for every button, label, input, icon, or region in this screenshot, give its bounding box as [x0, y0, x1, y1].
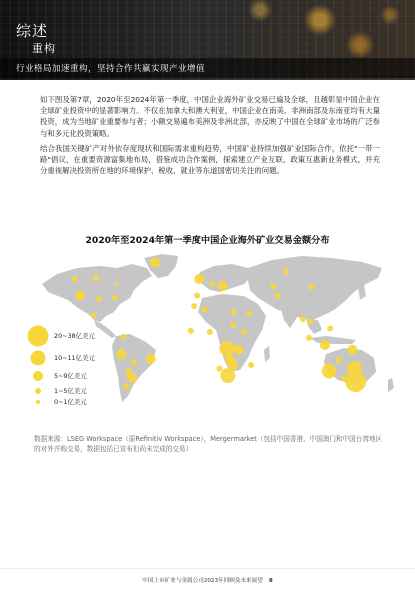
- bubble-西非: [188, 328, 194, 334]
- land-japan: [358, 284, 366, 300]
- land-india: [280, 306, 298, 328]
- bubble-老挝: [307, 318, 313, 324]
- legend-swatch-2: [33, 371, 43, 381]
- bubble-坦桑尼亚: [233, 345, 243, 355]
- bubble-中东: [246, 310, 252, 316]
- section-title: 综述: [16, 22, 49, 40]
- section-subtitle: 重构: [32, 42, 56, 55]
- land-indonesia: [310, 336, 356, 344]
- land-north-america: [42, 264, 152, 322]
- bubble-俄罗斯: [283, 269, 289, 275]
- world-map-chart: [22, 246, 402, 411]
- land-new-zealand: [388, 378, 394, 392]
- data-source-note: 数据来源：LSEG Workspace（原Refinitiv Workspace），Mergermarket（包括中国香港、中国澳门和中国台湾地区的对外并购交易，数据包括已宣布但尚未完成的交易）: [34, 435, 383, 453]
- bubble-摩洛哥: [191, 303, 197, 309]
- bubble-南非: [220, 368, 235, 383]
- legend-swatch-3: [35, 388, 41, 394]
- bubble-英国: [194, 274, 204, 284]
- bubble-加拿大中部: [93, 275, 99, 281]
- body-paragraph-1: 如下图及第7章，2020年至2024年第一季度，中国企业海外矿业交易已遍及全球，且越彰显中国企业在全球矿业投资中的显著影响力。不仅在加拿大和澳大利亚，中国企业在南美、非洲南部及东南亚均有大量投资，成为当地矿业重要参与者；小额交易遍布美洲及非洲北部，亦反映了中国在全球矿业市场的广泛参与和多元化投资策略。: [40, 95, 380, 138]
- bubble-哈萨克斯坦: [270, 283, 276, 289]
- bubble-澳大利亚东南部: [345, 371, 366, 392]
- bubble-澳大利亚西部: [322, 363, 337, 378]
- bubble-纳米比亚: [216, 366, 222, 372]
- bubble-阿尔及利亚: [202, 307, 208, 313]
- bubble-蒙古: [308, 284, 314, 290]
- bubble-刚果(金): [219, 341, 234, 356]
- bubble-格陵兰: [150, 258, 160, 268]
- bubble-智利南部: [124, 383, 130, 389]
- chart-title: 2020年至2024年第一季度中国企业海外矿业交易金额分布: [85, 235, 330, 246]
- bubble-加拿大西部: [72, 276, 78, 282]
- bubble-马达加斯加: [248, 362, 254, 368]
- legend-label-4: 0~1亿美元: [54, 398, 87, 407]
- bubble-苏丹: [230, 322, 236, 328]
- header-banner: [0, 0, 415, 80]
- legend-swatch-0: [28, 326, 49, 347]
- bubble-马来西亚: [306, 335, 312, 341]
- bubble-东欧: [218, 281, 228, 291]
- bubble-西班牙: [194, 293, 200, 299]
- bubble-玻利维亚: [131, 360, 137, 366]
- land-south-america: [112, 334, 156, 402]
- bubble-澳大利亚北部: [336, 357, 342, 363]
- bubble-埃塞俄比亚: [241, 329, 247, 335]
- legend-swatch-4: [36, 400, 40, 404]
- bubble-尼日利亚: [207, 329, 213, 335]
- footer-title: 中国上市矿业与金属公司2023年回顾及未来展望: [142, 578, 263, 584]
- bubble-阿根廷: [127, 373, 137, 383]
- bubble-哥伦比亚: [120, 334, 126, 340]
- page-footer: [0, 576, 415, 584]
- bubble-美国东部: [112, 295, 118, 301]
- land-central-america: [94, 320, 116, 338]
- bubble-澳大利亚南部: [341, 375, 347, 381]
- bubble-中亚: [274, 293, 280, 299]
- bubble-美国中部: [96, 296, 102, 302]
- bubble-美国西部: [75, 291, 85, 301]
- bubble-菲律宾: [327, 326, 333, 332]
- legend-label-0: 20~38亿美元: [54, 332, 95, 341]
- legend-label-1: 10~11亿美元: [54, 354, 95, 363]
- world-map-svg: [22, 246, 402, 411]
- bubble-智利北部: [126, 368, 132, 374]
- legend-swatch-1: [31, 351, 46, 366]
- bubble-印度尼西亚: [320, 340, 330, 350]
- bubble-缅甸: [300, 316, 306, 322]
- bubble-加拿大东部: [115, 282, 119, 286]
- section-tagline: 行业格局加速重构，坚持合作共赢实现产业增值: [0, 58, 415, 78]
- footer-divider: [0, 568, 415, 569]
- bubble-秘鲁: [116, 349, 126, 359]
- body-paragraph-2: 结合我国关键矿产对外依存度现状和国际需求重构趋势，中国矿业持续加强矿业国际合作，依托"一带一路"倡议，在重要资源富集地布局，借鉴成功合作案例，探索建立产业互联、政策互惠新业务模式，并充分重视解决投资所在地的环境保护、税收、就业等东道国密切关注的问题。: [40, 144, 380, 176]
- bubble-墨西哥: [91, 313, 97, 319]
- bubble-津巴布韦: [228, 360, 238, 370]
- legend-label-2: 5~9亿美元: [54, 372, 87, 381]
- legend-label-3: 1~5亿美元: [54, 387, 87, 396]
- land-madagascar: [264, 346, 270, 362]
- bubble-巴布亚新几内亚: [347, 345, 357, 355]
- chart-legend: [28, 326, 96, 407]
- bubble-巴西: [146, 354, 156, 364]
- bubble-西欧: [209, 281, 215, 287]
- bubble-埃及: [230, 309, 236, 315]
- page-number: 8: [268, 578, 273, 584]
